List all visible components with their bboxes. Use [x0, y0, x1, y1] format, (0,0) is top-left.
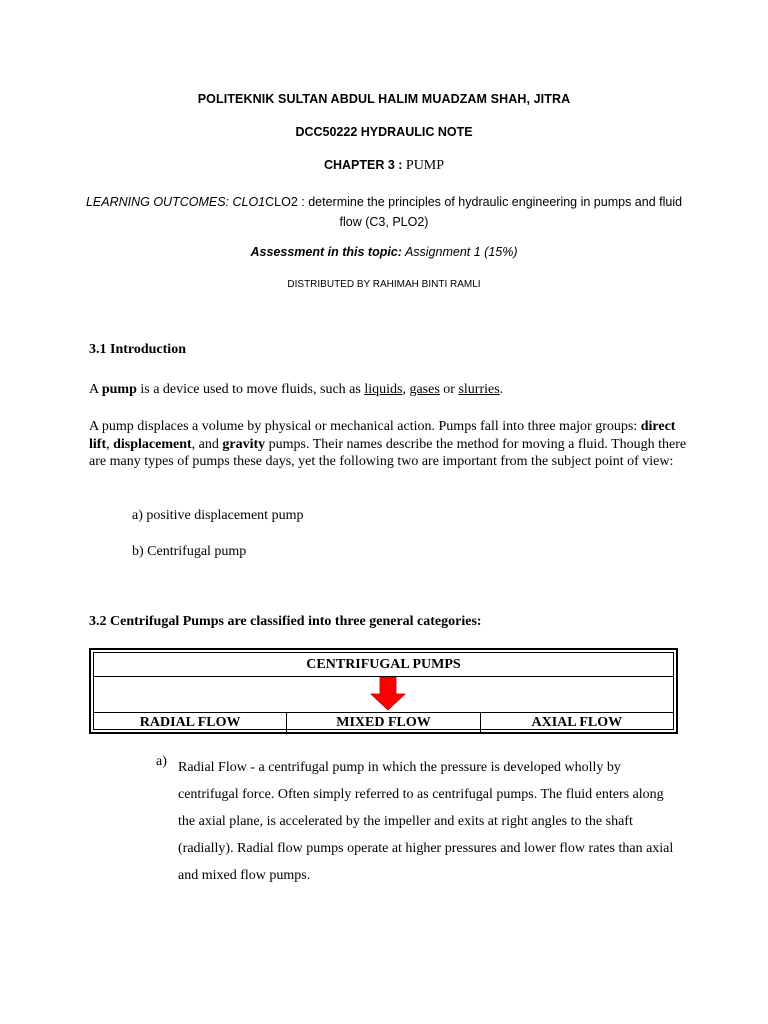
column-mixed-flow: MIXED FLOW — [286, 713, 479, 733]
gases-link[interactable]: gases — [409, 382, 440, 397]
table-header: CENTRIFUGAL PUMPS — [306, 657, 461, 672]
list-item-positive-displacement: a) positive displacement pump — [132, 508, 304, 523]
p1-d: or — [439, 382, 459, 397]
p1-a: A — [89, 382, 102, 397]
section-heading-centrifugal: 3.2 Centrifugal Pumps are classified into three general categories: — [89, 614, 482, 629]
section-heading-introduction: 3.1 Introduction — [89, 342, 186, 357]
intro-paragraph-1 — [89, 381, 689, 399]
p1-b: is a device used to move fluids, such as — [136, 382, 365, 397]
radial-flow-label: a) — [156, 754, 167, 769]
down-arrow-shape — [371, 677, 405, 710]
intro-paragraph-2 — [89, 418, 689, 471]
chapter-title — [0, 158, 768, 174]
institution-title: POLITEKNIK SULTAN ABDUL HALIM MUADZAM SHAH, JITRA — [197, 92, 571, 106]
centrifugal-pumps-table — [89, 648, 678, 734]
p2-a: A pump displaces a volume by physical or mechanical action. Pumps fall into three major groups: — [89, 419, 641, 434]
p2-d: pumps. Their names describe the method for moving a fluid. Though there are many types of pumps these days, yet the following two are important from the subject point of view: — [89, 436, 687, 469]
displacement-term: displacement — [113, 436, 192, 452]
assessment-label: Assessment in this topic: — [250, 245, 402, 259]
learning-outcomes — [80, 192, 688, 232]
distributed-by: DISTRIBUTED BY RAHIMAH BINTI RAMLI — [287, 279, 481, 290]
p1-e: . — [499, 382, 504, 397]
radial-flow-text: Radial Flow - a centrifugal pump in which the pressure is developed wholly by centrifugal force. Often simply referred to as centrifugal pumps. The fluid enters along the axial plane, is accelerated by the impeller and exits at right angles to the shaft (radially). Radial flow pumps operate at higher pressures and lower flow rates than axial and mixed flow pumps. — [178, 760, 674, 883]
column-axial-flow: AXIAL FLOW — [480, 713, 673, 733]
list-item-centrifugal: b) Centrifugal pump — [132, 544, 247, 559]
course-title: DCC50222 HYDRAULIC NOTE — [295, 125, 473, 139]
table-inner-border — [93, 652, 674, 730]
liquids-link[interactable]: liquids — [364, 382, 403, 397]
table-columns — [94, 713, 673, 733]
gravity-term: gravity — [222, 436, 266, 452]
p2-c: , and — [191, 436, 223, 452]
down-arrow-icon — [370, 677, 406, 711]
pump-term: pump — [101, 382, 137, 397]
p2-b: , — [106, 436, 114, 452]
p1-c: , — [402, 382, 410, 397]
column-radial-flow: RADIAL FLOW — [139, 715, 241, 730]
assessment-value: Assignment 1 (15%) — [401, 245, 518, 259]
slurries-link[interactable]: slurries — [458, 382, 500, 397]
direct-lift-term: direct lift — [89, 419, 676, 452]
chapter-label: CHAPTER 3 : — [323, 158, 406, 172]
assessment-line — [0, 245, 768, 259]
learning-outcomes-text: CLO2 : determine the principles of hydraulic engineering in pumps and fluid flow (C3, PLO2) — [265, 195, 683, 229]
learning-outcomes-label: LEARNING OUTCOMES: CLO1 — [85, 195, 266, 209]
chapter-topic: PUMP — [405, 158, 445, 173]
